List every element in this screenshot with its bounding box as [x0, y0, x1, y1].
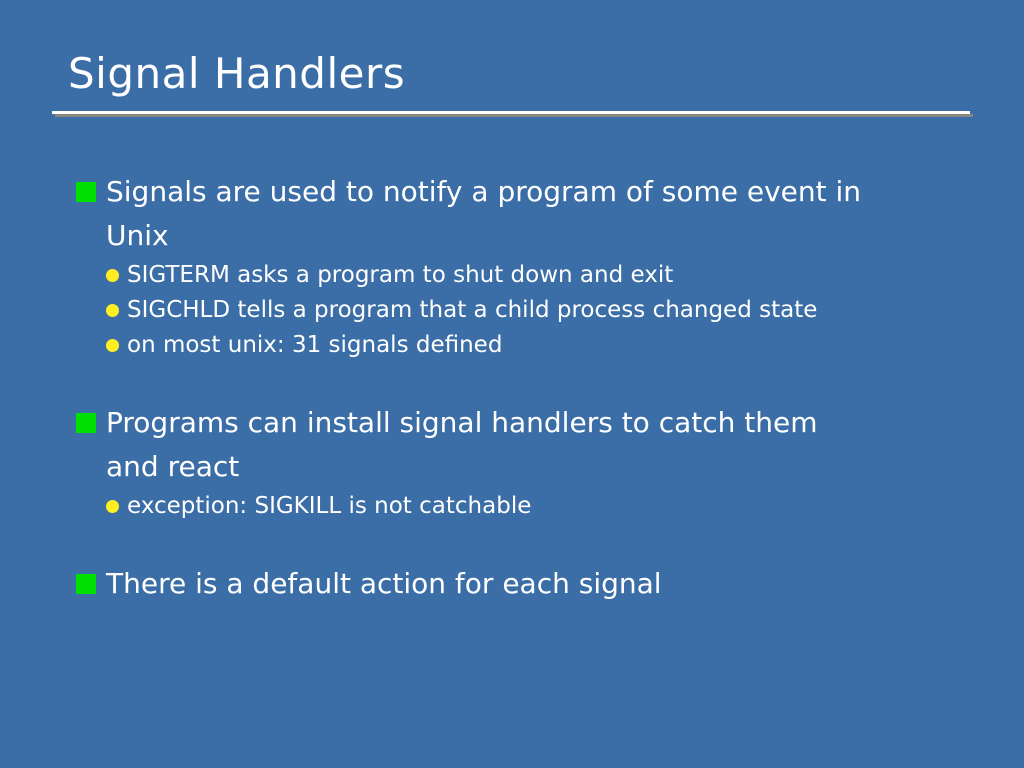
bullet-text-line: Unix: [106, 219, 169, 253]
sub-bullet-item: [106, 489, 994, 524]
bullet-group: [76, 170, 994, 363]
sub-bullet-text: SIGTERM asks a program to shut down and exit: [127, 262, 674, 289]
sub-bullet-text: exception: SIGKILL is not catchable: [127, 493, 532, 520]
bullet-list: [0, 114, 1024, 606]
bullet-text-line: and react: [106, 450, 240, 484]
bullet-text-line: Programs can install signal handlers to catch them: [106, 406, 818, 440]
bullet-group: [76, 401, 994, 524]
sub-bullet-item: [106, 293, 994, 328]
green-square-bullet-icon: [76, 182, 96, 202]
sub-bullet-text: SIGCHLD tells a program that a child process changed state: [127, 297, 818, 324]
sub-bullet-item: [106, 328, 994, 363]
bullet-text: [106, 562, 662, 606]
yellow-circle-bullet-icon: [106, 304, 119, 317]
yellow-circle-bullet-icon: [106, 500, 119, 513]
sub-bullet-text: on most unix: 31 signals defined: [127, 332, 503, 359]
yellow-circle-bullet-icon: [106, 269, 119, 282]
yellow-circle-bullet-icon: [106, 339, 119, 352]
sub-bullet-item: [106, 258, 994, 293]
bullet-group: [76, 562, 994, 606]
page-title: Signal Handlers: [68, 49, 406, 98]
green-square-bullet-icon: [76, 413, 96, 433]
bullet-text: [106, 170, 861, 258]
bullet-text-line: Signals are used to notify a program of some event in: [106, 175, 862, 209]
bullet-item: [76, 401, 994, 489]
bullet-text: [106, 401, 818, 489]
bullet-item: [76, 170, 994, 258]
bullet-text-line: There is a default action for each signal: [106, 567, 662, 601]
green-square-bullet-icon: [76, 574, 96, 594]
bullet-item: [76, 562, 994, 606]
